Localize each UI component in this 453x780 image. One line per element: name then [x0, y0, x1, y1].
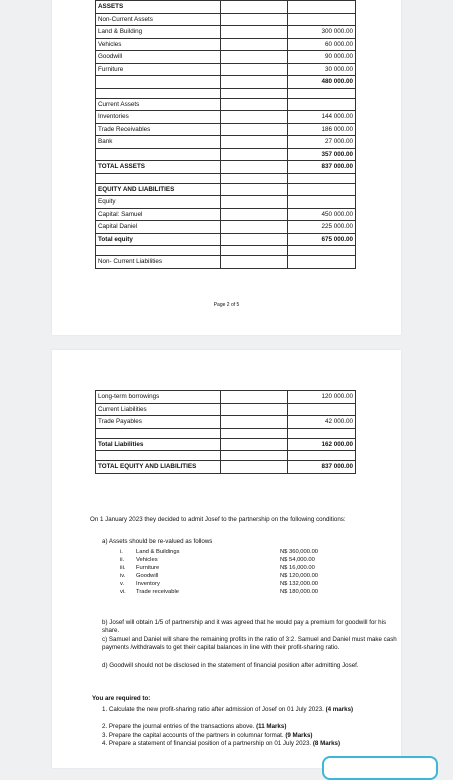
row-label — [96, 428, 221, 438]
empty-cell — [220, 461, 287, 474]
empty-cell — [220, 428, 287, 438]
row-label: TOTAL ASSETS — [96, 161, 221, 174]
item-number: vi. — [120, 589, 126, 595]
row-label: Land & Building — [96, 26, 221, 39]
table-row — [96, 208, 356, 221]
row-amount: 30 000.00 — [288, 63, 356, 76]
row-label: Inventories — [96, 111, 221, 124]
row-amount — [288, 13, 356, 26]
condition-a: a) Assets should be re-valued as follows — [102, 538, 213, 545]
asset-name: Vehicles — [136, 557, 158, 563]
row-label: Trade Payables — [96, 416, 221, 429]
row-label: Furniture — [96, 63, 221, 76]
empty-cell — [220, 123, 288, 136]
table-row — [96, 173, 356, 183]
table-row — [96, 428, 356, 438]
task-item — [102, 723, 392, 731]
task-number: 2. — [102, 723, 109, 730]
asset-value: N$ 54,000.00 — [280, 557, 315, 563]
table-row — [96, 246, 356, 256]
task-text: Calculate the new profit-sharing ratio after admission of Josef on 01 July 2023. — [108, 706, 326, 713]
task-item — [102, 732, 392, 740]
empty-cell — [220, 76, 288, 89]
row-label: Non- Current Liabilities — [96, 256, 221, 269]
empty-cell — [220, 13, 288, 26]
row-label: Long-term borrowings — [96, 391, 221, 404]
item-number: iii. — [120, 565, 126, 571]
table-row — [96, 51, 356, 64]
row-amount: 225 000.00 — [288, 221, 356, 234]
row-label: Total Liabilities — [96, 438, 221, 451]
empty-cell — [220, 221, 288, 234]
empty-cell — [220, 416, 287, 429]
row-amount: 60 000.00 — [288, 38, 356, 51]
empty-cell — [220, 451, 287, 461]
page-number: Page 2 of 5 — [213, 302, 240, 308]
empty-cell — [220, 403, 287, 416]
condition-b: b) Josef will obtain 1/5 of partnership and it was agreed that he would pay a premium for goodwill for his share. — [102, 619, 387, 635]
table-row — [96, 196, 356, 209]
table-row — [96, 38, 356, 51]
table-row — [96, 1, 356, 14]
table-row — [96, 461, 356, 474]
row-amount: 480 000.00 — [288, 76, 356, 89]
row-label: TOTAL EQUITY AND LIABILITIES — [96, 461, 221, 474]
task-marks: (4 marks) — [325, 706, 354, 713]
empty-cell — [220, 391, 287, 404]
document-page-1 — [52, 0, 401, 335]
row-amount — [288, 451, 356, 461]
empty-cell — [220, 111, 288, 124]
row-label: Goodwill — [96, 51, 221, 64]
row-label: Equity — [96, 196, 221, 209]
row-amount: 144 000.00 — [288, 111, 356, 124]
asset-value: N$ 132,000.00 — [280, 581, 319, 587]
row-label: Total equity — [96, 233, 221, 246]
row-label — [96, 148, 221, 161]
table-row — [96, 148, 356, 161]
row-label — [96, 173, 221, 183]
required-heading: You are required to: — [92, 695, 151, 702]
row-label: ASSETS — [96, 1, 221, 14]
row-amount — [288, 428, 356, 438]
table-row — [96, 88, 356, 98]
condition-c: c) Samuel and Daniel will share the remaining profits in the ratio of 3:2. Samuel and Daniel must make cash payments /withdrawals to get their capital balances in line with their profit-sharing ratio. — [102, 636, 397, 652]
task-number: 1. — [102, 706, 109, 713]
intro-paragraph: On 1 January 2023 they decided to admit Josef to the partnership on the following conditions: — [90, 516, 346, 523]
row-label: Non-Current Assets — [96, 13, 221, 26]
row-label: Current Assets — [96, 98, 221, 111]
item-number: ii. — [120, 557, 125, 563]
table-row — [96, 76, 356, 89]
task-number: 4. — [102, 740, 109, 747]
table-row — [96, 256, 356, 269]
row-label: Current Liabilities — [96, 403, 221, 416]
empty-cell — [220, 63, 288, 76]
table-row — [96, 438, 356, 451]
task-item — [102, 706, 392, 714]
table-row — [96, 98, 356, 111]
empty-cell — [220, 148, 288, 161]
empty-cell — [220, 51, 288, 64]
row-amount — [288, 246, 356, 256]
empty-cell — [220, 88, 288, 98]
empty-cell — [220, 183, 288, 196]
asset-name: Goodwill — [136, 573, 159, 579]
row-amount: 300 000.00 — [288, 26, 356, 39]
task-number: 3. — [102, 732, 109, 739]
table-row — [96, 391, 356, 404]
asset-name: Furniture — [136, 565, 160, 571]
row-amount — [288, 98, 356, 111]
balance-sheet-table-1 — [95, 0, 356, 269]
empty-cell — [220, 38, 288, 51]
table-row — [96, 123, 356, 136]
row-amount — [288, 183, 356, 196]
row-amount: 27 000.00 — [288, 136, 356, 149]
item-number: iv. — [120, 573, 126, 579]
empty-cell — [220, 256, 288, 269]
task-marks: (11 Marks) — [256, 723, 287, 730]
floating-input-box[interactable] — [322, 756, 438, 780]
asset-value: N$ 16,000.00 — [280, 565, 315, 571]
empty-cell — [220, 196, 288, 209]
empty-cell — [220, 438, 287, 451]
empty-cell — [220, 1, 288, 14]
row-label: Capital Daniel — [96, 221, 221, 234]
asset-name: Inventory — [136, 581, 160, 587]
row-amount: 837 000.00 — [288, 461, 356, 474]
item-number: v. — [120, 581, 125, 587]
row-label: Bank — [96, 136, 221, 149]
asset-name: Trade receivable — [136, 589, 179, 595]
table-row — [96, 416, 356, 429]
row-label — [96, 76, 221, 89]
row-amount — [288, 403, 356, 416]
task-marks: (9 Marks) — [285, 732, 313, 739]
row-label — [96, 451, 221, 461]
task-text: Prepare the journal entries of the transactions above. — [108, 723, 257, 730]
document-page-2 — [52, 350, 401, 768]
empty-cell — [220, 161, 288, 174]
task-marks: (8 Marks) — [312, 740, 341, 747]
table-row — [96, 233, 356, 246]
row-amount — [288, 1, 356, 14]
row-amount — [288, 196, 356, 209]
asset-value: N$ 360,000.00 — [280, 549, 319, 555]
table-row — [96, 451, 356, 461]
row-amount — [288, 88, 356, 98]
empty-cell — [220, 208, 288, 221]
row-label: Trade Receivables — [96, 123, 221, 136]
table-row — [96, 63, 356, 76]
row-label: Vehicles — [96, 38, 221, 51]
empty-cell — [220, 246, 288, 256]
row-amount: 42 000.00 — [288, 416, 356, 429]
empty-cell — [220, 173, 288, 183]
row-label: EQUITY AND LIABILITIES — [96, 183, 221, 196]
task-text: Prepare the capital accounts of the partners in columnar format. — [108, 732, 286, 739]
table-row — [96, 136, 356, 149]
table-row — [96, 161, 356, 174]
row-amount: 357 000.00 — [288, 148, 356, 161]
row-label — [96, 246, 221, 256]
row-amount: 675 000.00 — [288, 233, 356, 246]
balance-sheet-table-2 — [95, 390, 356, 474]
row-amount: 162 000.00 — [288, 438, 356, 451]
task-item — [102, 740, 392, 748]
asset-value: N$ 180,000.00 — [280, 589, 319, 595]
empty-cell — [220, 98, 288, 111]
table-row — [96, 183, 356, 196]
asset-name: Land & Buildings — [136, 549, 180, 555]
empty-cell — [220, 233, 288, 246]
row-amount: 90 000.00 — [288, 51, 356, 64]
table-row — [96, 221, 356, 234]
row-amount: 186 000.00 — [288, 123, 356, 136]
row-amount: 837 000.00 — [288, 161, 356, 174]
condition-d: d) Goodwill should not be disclosed in the statement of financial position after admitting Josef. — [102, 662, 359, 669]
row-amount: 120 000.00 — [288, 391, 356, 404]
table-row — [96, 403, 356, 416]
row-amount — [288, 256, 356, 269]
item-number: i. — [120, 549, 123, 555]
task-text: Prepare a statement of financial position of a partnership on 01 July 2023. — [108, 740, 313, 747]
row-label: Capital: Samuel — [96, 208, 221, 221]
row-label — [96, 88, 221, 98]
empty-cell — [220, 136, 288, 149]
table-row — [96, 111, 356, 124]
table-row — [96, 26, 356, 39]
row-amount — [288, 173, 356, 183]
empty-cell — [220, 26, 288, 39]
table-row — [96, 13, 356, 26]
row-amount: 450 000.00 — [288, 208, 356, 221]
asset-value: N$ 120,000.00 — [280, 573, 319, 579]
